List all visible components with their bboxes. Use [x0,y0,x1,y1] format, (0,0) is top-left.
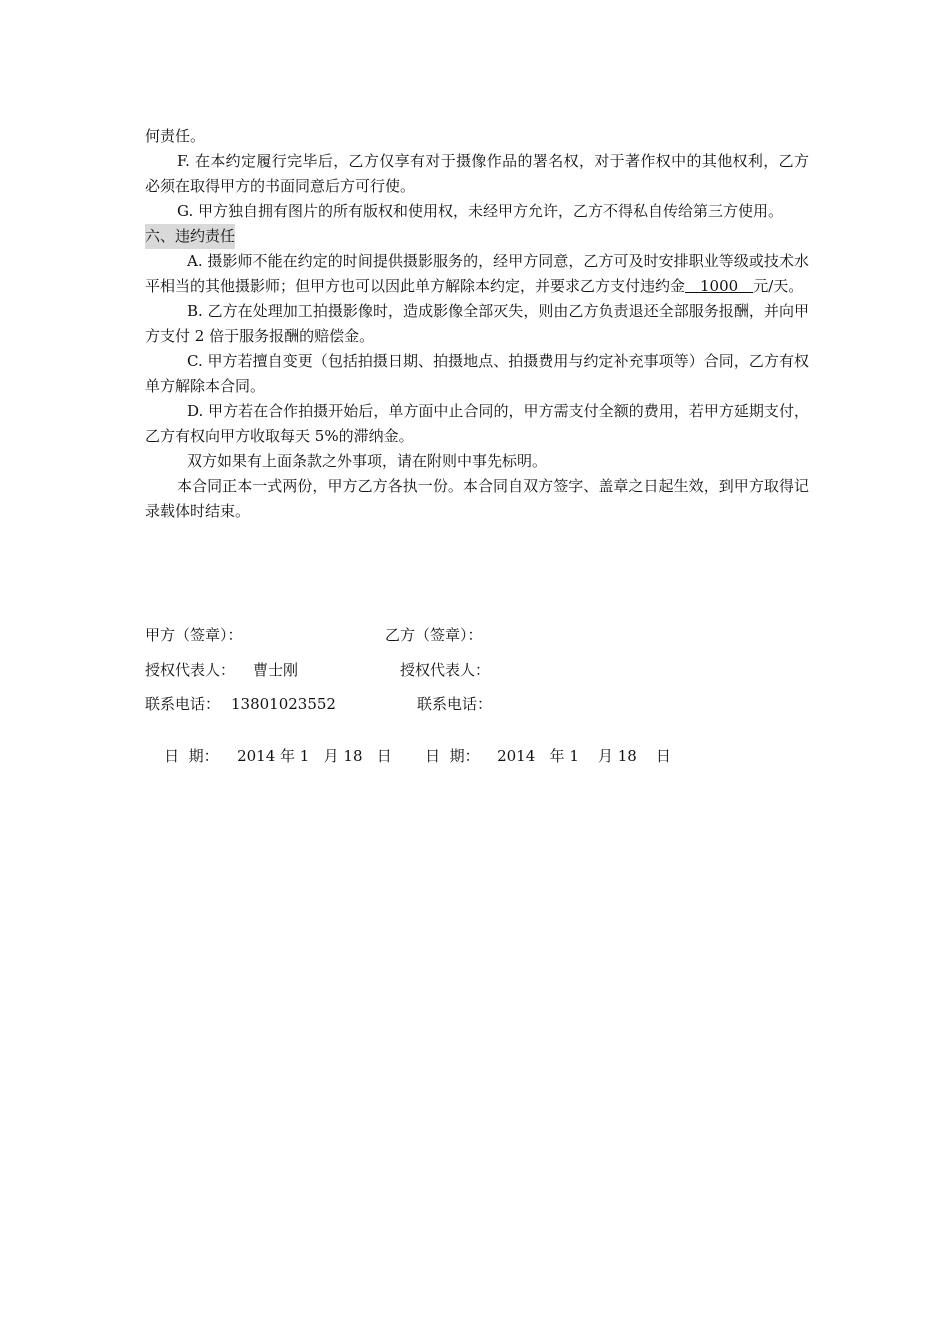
seal-row [145,624,483,645]
date-row [145,727,671,784]
clause-a-unit: 元/天。 [753,277,804,295]
clause-g: G. 甲方独自拥有图片的所有版权和使用权，未经甲方允许，乙方不得私自传给第三方使用。 [177,202,783,220]
contract-body [145,124,809,524]
party-b-rep-label: 授权代表人： [400,661,491,679]
section-heading: 六、违约责任 [145,224,235,249]
clause-a-text: A. 摄影师不能在约定的时间提供摄影服务的，经甲方同意，乙方可及时安排职业等级或技术水平相当的其他摄影师；但甲方也可以因此单方解除本约定，并要求乙方支付违约金 [145,252,809,295]
paragraph-continuation: 何责任。 [145,127,206,145]
party-a-rep-name: 曹士刚 [253,661,299,679]
party-b-date: 2014 年 1 月 18 日 [497,747,671,765]
clause-f: F. 在本约定履行完毕后，乙方仅享有对于摄像作品的署名权，对于著作权中的其他权利，乙方必须在取得甲方的书面同意后方可行使。 [145,152,809,195]
breach-clause-b: B. 乙方在处理加工拍摄影像时，造成影像全部灭失，则由乙方负责退还全部服务报酬，并向甲方支付 2 倍于服务报酬的赔偿金。 [145,302,809,345]
party-a-phone: 13801023552 [231,695,336,713]
breach-clause-d: D. 甲方若在合作拍摄开始后，单方面中止合同的，甲方需支付全额的费用，若甲方延期支付，乙方有权向甲方收取每天 5%的滞纳金。 [145,402,809,445]
representative-row [145,659,490,680]
party-a-date-label: 日 期： [164,747,219,765]
party-a-date: 2014 年 1 月 18 日 [237,747,392,765]
breach-clause-c: C. 甲方若擅自变更（包括拍摄日期、拍摄地点、拍摄费用与约定补充事项等）合同，乙方有权单方解除本合同。 [145,352,809,395]
party-b-phone-label: 联系电话： [417,695,493,713]
copies-clause: 本合同正本一式两份，甲方乙方各执一份。本合同自双方签字、盖章之日起生效，到甲方取得记录载体时结束。 [145,477,809,520]
phone-row [145,693,492,714]
party-a-seal-label: 甲方（签章）： [145,626,243,644]
party-a-phone-label: 联系电话： [145,695,221,713]
party-b-date-label: 日 期： [425,747,480,765]
breach-clause-a [145,249,809,299]
penalty-amount: 1000 [685,277,754,295]
other-matters: 双方如果有上面条款之外事项，请在附则中事先标明。 [187,452,548,470]
section-heading-row [145,224,809,249]
party-b-seal-label: 乙方（签章）： [385,626,483,644]
party-a-rep-label: 授权代表人： [145,661,236,679]
